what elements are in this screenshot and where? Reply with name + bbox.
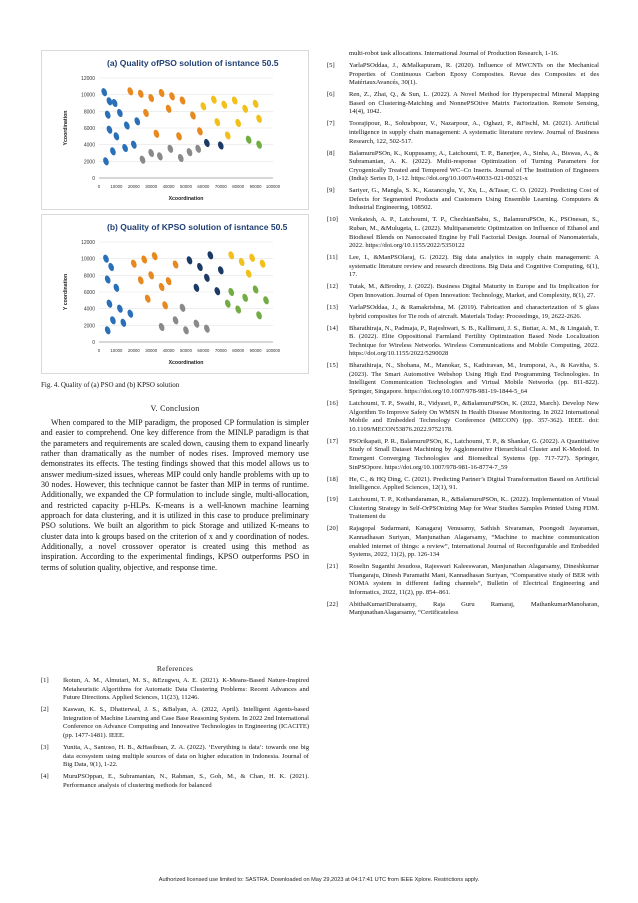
x-tick-label: 10000 — [110, 348, 123, 353]
reference-item — [41, 677, 309, 703]
reference-number: [9] — [327, 187, 335, 195]
y-tick-label: 0 — [92, 176, 95, 182]
reference-text: Venkatesh, A. P., Latchoumi, T. P., ChezhianBabu, S., BalamuruPSOn, K., PSOnesan, S., Ruban, M., &Mulugeta, L. (2022). Multiparametric Optimization on Influence of Ethanol and Biodiesel Blends on Nanocoated Engine by Full Factorial Design. Journal of Nanomaterials, 2022. https://doi.org/10.1155/2022/5350122 — [349, 216, 599, 250]
x-tick-label: 100000 — [265, 348, 281, 353]
reference-item — [327, 563, 599, 597]
reference-text: Roselin Suganthi Jesudoss, Rajeswari Kaleeswaran, Manjunathan Alagarsamy, Dineshkumar Thangaraju, Dinesh Paramathi Mani, Kannadhasan Suriyan, “Comparative study of BER with NOMA system in different fading channels”, Bulletin of Electrical Engineering and Informatics, 2022, 11(2), pp. 854–861. — [349, 563, 599, 596]
reference-number: [10] — [327, 216, 338, 224]
reference-number: [12] — [327, 283, 338, 291]
reference-number: [7] — [327, 120, 335, 128]
y-tick-label: 2000 — [83, 323, 95, 330]
reference-number: [1] — [41, 677, 49, 684]
reference-text: He, C., & HQ Ding, C. (2021). Predicting Partner’s Digital Transformation Based on Artificial Intelligence. Applied Sciences, 12(1), 91. — [349, 475, 599, 492]
reference-item — [327, 91, 599, 117]
references-list-right — [327, 50, 599, 621]
y-tick-label: 12000 — [81, 240, 95, 246]
x-tick-label: 10000 — [110, 184, 123, 189]
reference-text: Yunita, A., Santoso, H. B., &Hasibuan, Z. A. (2022). ‘Everything is data’: towards one big data ecosystem using multiple sources of data on higher education in Indonesia. Journal of Big Data, 9(1), 1-22. — [63, 743, 309, 769]
reference-number: [2] — [41, 706, 49, 714]
reference-text: Tutak, M., &Brodny, J. (2022). Business Digital Maturity in Europe and Its Implication for Open Innovation. Journal of Open Innovation: Technology, Market, and Complexity, 8(1), 27. — [349, 283, 599, 299]
x-tick-label: 40000 — [162, 348, 175, 353]
reference-text: Bharathiraja, N., Padmaja, P., Rajeshwari, S. B., Kallimani, J. S., Buttar, A. M., & Lingaiah, T. B. (2022). Elite Oppositional Farmland Fertility Optimization Based Node Localization Technique for Wireless Networks. Wireless Communications and Mobile Computing, 2022. https://doi.org/10.1155/2022/5290028 — [349, 324, 599, 358]
reference-text: PSOrikapati, P. R., BalamuruPSOn, K., Latchoumi, T. P., & Shankar, G. (2022). A Quantitative Study of Small Dataset Machining by Agglomerative Hierarchical Cluster and K-Medoid. In Emergent Converging Technologies and Biomedical Systems (pp. 717-727). Springer, SinPSOpore. https://doi.org/10.1007/978-981-16-8774-7_59 — [349, 437, 599, 471]
x-tick-label: 70000 — [214, 348, 227, 353]
x-tick-label: 20000 — [127, 184, 140, 189]
reference-number: [15] — [327, 362, 338, 370]
y-tick-label: 8000 — [83, 109, 95, 116]
plot-title: (a) Quality ofPSO solution of isntance 50.5 — [107, 58, 279, 68]
reference-text: BalamuruPSOn, K., Kuppusamy, A., Latchoumi, T. P., Banerjee, A., Sinha, A., Biswas, A., & Subramanian, A. K. (2022). Multi-response Optimization of Turning Parameters for Cryogenically Treated and Tempered WC–Co Inserts. Journal of The Institution of Engineers (India): Series D, 1-12. https://doi.org/10.1007/s40033-021-00321-x — [349, 149, 599, 183]
x-tick-label: 80000 — [232, 348, 245, 353]
reference-item — [327, 283, 599, 300]
figure-4-scatter-plots — [41, 50, 309, 377]
reference-item — [327, 601, 599, 618]
section-heading-conclusion: V. Conclusion — [150, 404, 200, 413]
reference-number: [5] — [327, 61, 335, 69]
reference-text: AbithaKumariDuraisamy, Raja Guru Ramaraj, MathankumarManoharan, ManjunathanAlagarsamy, “Certificateless — [349, 600, 599, 617]
y-tick-label: 0 — [92, 340, 95, 346]
reference-item — [327, 525, 599, 559]
y-tick-label: 12000 — [81, 76, 95, 82]
x-tick-label: 90000 — [249, 348, 262, 353]
y-tick-label: 6000 — [83, 290, 95, 296]
y-tick-label: 6000 — [83, 126, 95, 132]
reference-text: Ren, Z., Zhai, Q., & Sun, L. (2022). A Novel Method for Hyperspectral Mineral Mapping Based on Clustering-Matching and NonnePSOtive Matrix Factorization. Remote Sensing, 14(4), 1042. — [349, 91, 599, 116]
reference-number: [16] — [327, 400, 338, 408]
reference-number: [21] — [327, 563, 338, 571]
reference-text: Ikotun, A. M., Almutari, M. S., &Ezugwu, A. E. (2021). K-Means-Based Nature-Inspired Metaheuristic Algorithms for Automatic Data Clustering Problems: Recent Advances and Future Directions. Applied Sciences, 11(23), 11246. — [63, 677, 309, 702]
reference-item — [327, 496, 599, 522]
reference-item — [327, 400, 599, 434]
x-axis-label: Xcoordination — [168, 196, 204, 202]
reference-text: Latchoumi, T. P., Kothandaraman, R., &BalamuruPSOn, K.. (2022). Implementation of Visual Clustering Strategy in Self-OrPSOnizing Map for Wear Studies Samples Printed Using FDM. Traitement du — [349, 496, 599, 521]
reference-text: Sariyer, G., Mangla, S. K., Kazancoglu, Y., Xu, L., &Tasar, C. O. (2022). Predicting Cost of Defects for Segmented Products and Customers Using Ensemble Learning. Computers & Industrial Engineering, 108502. — [349, 187, 599, 212]
y-axis-label: Ycoordination — [63, 110, 69, 146]
reference-number: [11] — [327, 254, 338, 262]
references-list-left — [41, 677, 309, 794]
reference-number — [327, 50, 349, 59]
reference-item — [327, 150, 599, 184]
x-tick-label: 20000 — [127, 348, 140, 353]
reference-number: [13] — [327, 303, 338, 311]
x-tick-label: 30000 — [145, 348, 158, 353]
y-tick-label: 4000 — [83, 142, 95, 149]
reference-item — [327, 362, 599, 396]
x-tick-label: 50000 — [180, 184, 192, 189]
reference-item — [327, 216, 599, 250]
reference-item — [327, 476, 599, 493]
x-tick-label: 0 — [97, 348, 101, 353]
reference-text: Rajagopal Sudarmani, Kanagaraj Venusamy, Sathish Sivaraman, Poongodi Jayaraman, Kannadhasan Suriyan, Manjunathan Alagarsamy, “Machine to machine communication enabled internet of things: a review”, International Journal of Reconfigurable and Embedded Systems, 2022, 11(2), pp. 126-134 — [349, 525, 599, 559]
reference-text: Toorajipour, R., Sohrabpour, V., Nazarpour, A., Oghazi, P., &Fischl, M. (2021). Artificial intelligence in supply chain management: A systematic literature review. Journal of Business Research, 122, 502-517. — [349, 120, 599, 145]
x-tick-label: 100000 — [265, 184, 281, 189]
references-heading: References — [156, 664, 194, 673]
y-tick-label: 10000 — [81, 92, 95, 99]
reference-item — [327, 438, 599, 472]
x-tick-label: 30000 — [145, 184, 158, 189]
y-tick-label: 4000 — [83, 306, 95, 313]
reference-number: [8] — [327, 149, 335, 157]
reference-item — [327, 50, 599, 59]
reference-item — [41, 773, 309, 790]
reference-item — [327, 254, 599, 280]
reference-number: [14] — [327, 324, 338, 332]
figure-caption: Fig. 4. Quality of (a) PSO and (b) KPSO solution — [41, 381, 180, 389]
reference-number: [6] — [327, 91, 335, 99]
y-tick-label: 10000 — [81, 256, 95, 263]
reference-number: [4] — [41, 773, 49, 781]
reference-item — [327, 120, 599, 146]
x-axis-label: Xcoordination — [168, 360, 204, 366]
x-tick-label: 0 — [97, 184, 101, 189]
reference-item — [327, 187, 599, 213]
x-tick-label: 90000 — [249, 184, 262, 189]
figure-4 — [41, 50, 309, 377]
reference-text: MuruPSOppan, E., Subramanian, N., Rahman, S., Goh, M., & Chan, H. K. (2021). Performance analysis of clustering methods for balanced — [63, 773, 309, 789]
x-tick-label: 50000 — [180, 348, 192, 353]
reference-text: Bharathiraja, N., Shobana, M., Manokar, S., Kathiravan, M., Irumporai, A., & Kavitha, S. (2023). The Smart Automotive Webshop Using High End Programming Technologies. In Intelligent Communication Technologies and Virtual Mobile Networks (pp. 811-822). Springer, Singapore. https://doi.org/10.1007/978-981-19-1844-5_64 — [349, 362, 599, 396]
reference-text: Kaswan, K. S., Dhatterwal, J. S., &Balyan, A. (2022, April). Intelligent Agents-based Integration of Machine Learning and Case Base Reasoning System. In 2022 2nd International Conference on Advance Computing and Innovative Technologies in Engineering (ICACITE) (pp. 1477-1481). IEEE. — [63, 706, 309, 739]
x-tick-label: 60000 — [197, 184, 210, 189]
reference-text: Latchoumi, T. P., Swathi, R., Vidyasri, P., &BalamuruPSOn, K. (2022, March). Develop New Algorithm To Improve Safety On WMSN In Health Disease Monitoring. In 2022 International Mobile and Embedded Technology Conference (MECON) (pp. 357-362). IEEE. doi: 10.1109/MECON53876.2022.9752178. — [349, 400, 599, 433]
reference-number: [17] — [327, 437, 338, 445]
reference-number: [22] — [327, 600, 338, 608]
conclusion-paragraph: When compared to the MIP paradigm, the proposed CP formulation is simpler and easier to comprehend. One key difference from the MINLP paradigm is that the parameters and requirements are scaled down, causing them to expand linearly rather than dramatically as the number of nodes rises. Improved memory use demonstrates its effects. The testing findings showed that this model allows us to answer medium-sized issues, whereas MIP could only handle problems with up to 30 nodes. However, this technique cannot be faster than MIP in terms of runtime. Additionally, we expanded the CP formulation to include single, multi-allocation, and restricted capacity p-HLPs. K-means is a well-known machine learning approach for data clustering, and it is utilized in this case to produce preliminary PSO solutions. We built an algorithm to pick Storage and utilized K-means to cluster data into k groups based on the criterion of x and y coordination of nodes. Additionally, a novel crossover operator is created using this method as inspiration. According to the experimental findings, KPSO outperforms PSO in terms of solution quality, objective, and response time. — [41, 418, 309, 572]
reference-number: [19] — [327, 496, 338, 504]
reference-number: [20] — [327, 525, 338, 533]
y-tick-label: 2000 — [83, 159, 95, 166]
x-tick-label: 80000 — [232, 184, 245, 189]
reference-text: multi-robot task allocations. International Journal of Production Research, 1-16. — [349, 50, 559, 57]
reference-item — [41, 744, 309, 770]
reference-item — [327, 325, 599, 359]
reference-number: [18] — [327, 475, 338, 483]
x-tick-label: 60000 — [197, 348, 210, 353]
reference-number: [3] — [41, 743, 49, 751]
reference-text: YarlaPSOddaa, J., & Ramakrishna, M. (2019). Fabrication and characterization of S glass hybrid composites for Tie rods of aircraft. Materials Today: Proceedings, 19, 2622-2626. — [349, 303, 599, 320]
y-axis-label: Y coordination — [63, 273, 69, 311]
reference-text: YarlaPSOddaa, J., &Malkapuram, R. (2020). Influence of MWCNTs on the Mechanical Properties of Continuous Carbon Epoxy Composites. Revue des Composites et des MatériauxAvancés, 30(1). — [349, 61, 599, 87]
y-tick-label: 8000 — [83, 273, 95, 280]
x-tick-label: 70000 — [214, 184, 227, 189]
ieee-license-footer: Authorized licensed use limited to: SASTRA. Downloaded on May 29,2023 at 04:17:41 UTC from IEEE Xplore. Restrictions apply. — [158, 877, 480, 883]
reference-item — [327, 304, 599, 321]
reference-text: Lee, I., &ManPSOlaraj, G. (2022). Big data analytics in supply chain management: A systematic literature review and research directions. Big Data and Cognitive Computing, 6(1), 17. — [349, 254, 599, 279]
reference-item — [41, 706, 309, 740]
reference-item — [327, 62, 599, 88]
plot-title: (b) Quality of KPSO solution of isntance 50.5 — [107, 222, 288, 232]
x-tick-label: 40000 — [162, 184, 175, 189]
